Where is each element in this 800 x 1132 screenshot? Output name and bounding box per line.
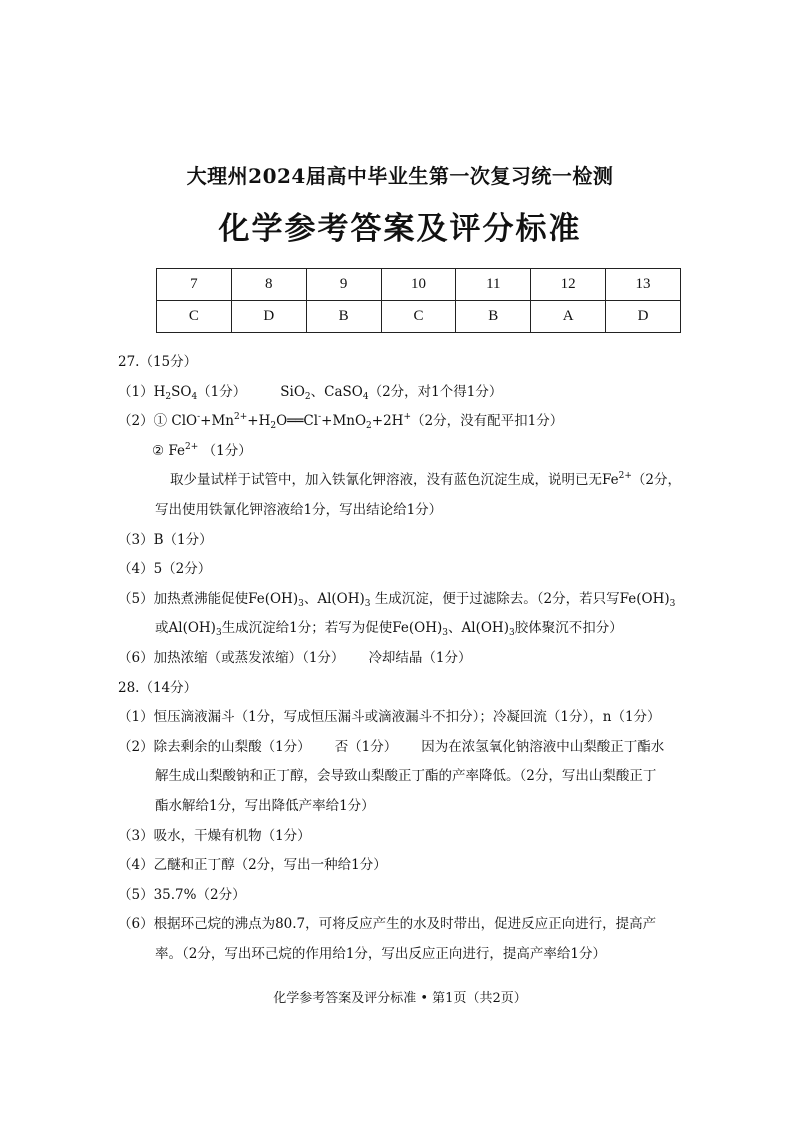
formula-text: Fe xyxy=(168,442,186,459)
question-number-cell: 10 xyxy=(381,269,456,301)
formula-text: +2H xyxy=(371,413,404,430)
answer-cell: B xyxy=(306,301,381,333)
question-number-cell: 11 xyxy=(456,269,531,301)
superscript: - xyxy=(318,412,322,423)
subscript: 3 xyxy=(669,598,676,609)
superscript: 2+ xyxy=(234,412,248,423)
circled-number: ① xyxy=(153,413,168,430)
answer-cell: D xyxy=(606,301,681,333)
superscript: - xyxy=(197,412,201,423)
formula-text: H xyxy=(153,383,166,400)
answer-cell: C xyxy=(381,301,456,333)
q27-part6 xyxy=(118,644,693,674)
subscript: 3 xyxy=(364,598,371,609)
answer-text: 生成沉淀给1分；若写为促使Fe(OH) xyxy=(221,620,443,637)
subscript: 3 xyxy=(298,598,304,609)
answer-text: （6）加热浓缩（或蒸发浓缩）（1分） xyxy=(118,649,345,666)
subscript: 2 xyxy=(366,421,372,432)
score-note: （2分，对1个得1分） xyxy=(368,383,503,400)
question-number-cell: 13 xyxy=(606,269,681,301)
q27-part5-line1 xyxy=(118,585,693,615)
answer-text: 否（1分） xyxy=(334,738,398,755)
formula-text: SiO xyxy=(280,383,305,400)
answer-cell: B xyxy=(456,301,531,333)
q28-part2-line2: 解生成山梨酸钠和正丁醇，会导致山梨酸正丁酯的产率降低。（2分，写出山梨酸正丁 xyxy=(155,768,657,785)
superscript: 2+ xyxy=(185,441,199,452)
answer-table xyxy=(156,268,681,333)
explanation-text: （2分， xyxy=(631,472,681,489)
answer-text: 、Al(OH) xyxy=(303,590,365,607)
subscript: 2 xyxy=(270,421,277,432)
page-footer: 化学参考答案及评分标准 • 第1页（共2页） xyxy=(273,991,527,1006)
question-number-row xyxy=(157,269,681,301)
q28-part6-line1: （6）根据环己烷的沸点为80.7，可将反应产生的水及时带出，促进反应正向进行，提高产 xyxy=(118,916,657,933)
q28-header: 28.（14分） xyxy=(118,679,198,696)
q27-header: 27.（15分） xyxy=(118,354,198,370)
q27-part2-explanation xyxy=(118,466,693,496)
answer-content xyxy=(118,348,693,969)
q28-part5: （5）35.7%（2分） xyxy=(118,886,246,903)
q27-part5-line2 xyxy=(118,614,693,644)
formula-text: SO xyxy=(171,383,192,400)
answer-key-title: 化学参考答案及评分标准 xyxy=(218,211,582,247)
superscript: 2+ xyxy=(618,471,632,482)
answer-text: 、Al(OH) xyxy=(448,620,509,637)
formula-text: +Mn xyxy=(200,413,234,430)
part-number: （2） xyxy=(118,413,154,430)
subscript: 2 xyxy=(165,391,172,402)
q28-part6-line2: 率。（2分，写出环己烷的作用给1分，写出反应正向进行，提高产率给1分） xyxy=(155,945,607,962)
explanation-text: 取少量试样于试管中，加入铁氰化钾溶液，没有蓝色沉淀生成，说明已无Fe xyxy=(170,472,619,489)
q28-part2-line1 xyxy=(118,733,693,763)
q28-part1: （1）恒压滴液漏斗（1分，写成恒压漏斗或滴液漏斗不扣分）；冷凝回流（1分），n（1分） xyxy=(118,709,661,726)
superscript: + xyxy=(403,412,412,423)
answer-text: 生成沉淀，便于过滤除去。（2分，若只写Fe(OH) xyxy=(374,590,670,607)
subscript: 2 xyxy=(304,391,311,402)
answer-cell: D xyxy=(231,301,306,333)
q27-part3: （3）B（1分） xyxy=(118,531,213,548)
q27-part1 xyxy=(118,378,693,408)
formula-text: +MnO xyxy=(321,413,367,430)
formula-text: +H xyxy=(247,413,271,430)
formula-text: CaSO xyxy=(324,383,363,400)
subscript: 3 xyxy=(508,628,515,639)
circled-number: ② xyxy=(152,442,165,459)
answer-text: 冷却结晶（1分） xyxy=(368,649,472,666)
answer-text: （2）除去剩余的山梨酸（1分） xyxy=(118,738,311,755)
q27-part4: （4）5（2分） xyxy=(118,561,212,578)
answer-text: （5）加热煮沸能促使Fe(OH) xyxy=(118,590,299,607)
score-note: （2分，没有配平扣1分） xyxy=(411,413,564,430)
score-note: （1分） xyxy=(202,442,252,459)
answer-text: 因为在浓氢氧化钠溶液中山梨酸正丁酯水 xyxy=(421,738,665,755)
answer-cell: A xyxy=(531,301,606,333)
question-number-cell: 8 xyxy=(231,269,306,301)
subscript: 3 xyxy=(442,628,449,639)
score-note: （1分） xyxy=(197,383,247,400)
q28-part2-line3: 酯水解给1分，写出降低产率给1分） xyxy=(155,797,375,814)
q28-part3: （3）吸水，干燥有机物（1分） xyxy=(118,827,311,844)
answer-text: 或Al(OH) xyxy=(155,620,216,637)
q27-part2-equation xyxy=(118,407,693,437)
exam-title: 大理州2024届高中毕业生第一次复习统一检测 xyxy=(186,164,614,188)
formula-text: O══Cl xyxy=(276,413,319,430)
answer-text: 胶体聚沉不扣分） xyxy=(514,620,623,637)
subscript: 4 xyxy=(191,391,198,402)
answer-row xyxy=(157,301,681,333)
q28-part4: （4）乙醚和正丁醇（2分，写出一种给1分） xyxy=(118,857,387,874)
question-number-cell: 9 xyxy=(306,269,381,301)
question-number-cell: 12 xyxy=(531,269,606,301)
subscript: 4 xyxy=(362,391,369,402)
q27-part2-scoring: 写出使用铁氰化钾溶液给1分，写出结论给1分） xyxy=(155,501,443,518)
part-number: （1） xyxy=(118,383,154,400)
answer-cell: C xyxy=(157,301,232,333)
q27-part2-ion xyxy=(118,437,693,467)
question-number-cell: 7 xyxy=(157,269,232,301)
separator: 、 xyxy=(310,383,325,400)
subscript: 3 xyxy=(215,628,222,639)
formula-text: ClO xyxy=(171,413,198,430)
